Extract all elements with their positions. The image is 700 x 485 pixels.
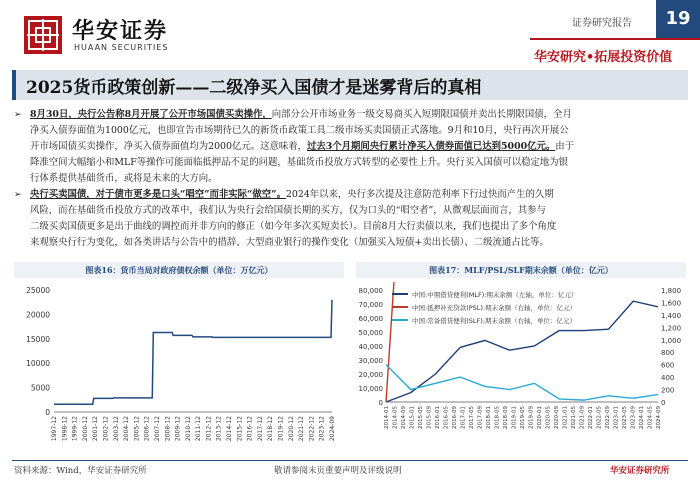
x-tick-label: 2018-05 (494, 406, 501, 429)
disclaimer-note: 敬请参阅末页重要声明及评级说明 (274, 466, 402, 476)
x-tick-label: 2019-09 (528, 406, 535, 429)
x-tick-label: 1997-12 (51, 416, 58, 442)
x-tick-label: 2011-12 (195, 416, 203, 442)
report-type-label: 证券研究报告 (572, 18, 632, 29)
figure-17-title: 图表17：MLF/PSL/SLF期末余额（单位：亿元） (356, 262, 686, 278)
x-tick-label: 2014-05 (392, 406, 399, 429)
x-tick-label: 2017-01 (460, 406, 467, 429)
x-tick-label: 2023-01 (613, 406, 620, 429)
paragraph-2 (30, 187, 692, 251)
x-tick-label: 2015-01 (409, 406, 416, 429)
x-tick-label: 2016-12 (246, 416, 254, 442)
series-line-2 (386, 282, 658, 402)
x-tick-label: 2003-12 (112, 416, 120, 442)
x-tick-label: 2020-09 (554, 406, 560, 429)
x-tick-label: 2021-01 (562, 406, 569, 429)
paragraph-2-line2: 风险，而在基础货币投放方式的改革中，我们认为央行会给国债长期的买方，仅为口头的“唱空者”，从微观层面而言，其参与 (30, 205, 546, 216)
x-tick-label: 2000-12 (81, 416, 89, 442)
paragraph-1-line3: 开市场国债买卖操作，净买入债券面值均为2000亿元。这意味着， (30, 141, 307, 152)
page-number: 19 (656, 0, 700, 38)
x-tick-label: 2016-01 (435, 406, 441, 429)
x-tick-label: 2017-05 (469, 406, 475, 429)
x-tick-label: 2018-12 (267, 416, 275, 442)
x-tick-label: 2002-12 (102, 416, 110, 442)
x-tick-label: 2008-12 (164, 416, 172, 442)
paragraph-1-line1: 向部分公开市场业务一级交易商买入短期限国债并卖出长期限国债，全月 (271, 109, 572, 120)
figure-16-title: 图表16：货币当局对政府债权余额（单位：万亿元） (14, 262, 344, 278)
x-tick-label: 2024-01 (639, 406, 645, 429)
x-tick-label: 2012-12 (205, 416, 213, 442)
paragraph-1-lead: 8月30日，央行公告称8月开展了公开市场国债买卖操作， (30, 109, 272, 120)
figure-17-chart (352, 282, 692, 454)
x-tick-label: 2020-05 (545, 406, 552, 429)
x-tick-label: 2018-01 (486, 406, 492, 429)
logo-english-name: HUAAN SECURITIES (74, 43, 169, 52)
x-tick-label: 2014-01 (384, 406, 390, 429)
left-y-tick-label: 30,000 (358, 357, 383, 365)
left-y-tick-label: 0 (378, 399, 383, 407)
paragraph-2-lead: 央行买卖国债，对于债市更多是口头“唱空”而非实际“做空”。 (30, 189, 286, 200)
left-y-tick-label: 20,000 (358, 371, 383, 379)
legend-label-3: 中国:常备借贷便利(SLF):期末余额（右轴，单位：亿元） (412, 317, 576, 325)
header-divider (530, 38, 700, 40)
y-tick-label: 0 (45, 408, 50, 417)
huaan-logo-icon (24, 16, 62, 54)
y-tick-label: 25000 (26, 286, 50, 295)
paragraph-1-emphasis: 过去3个月期间央行累计净买入债券面值已达到5000亿元。 (307, 141, 556, 152)
paragraph-1 (30, 107, 692, 187)
x-tick-label: 2016-05 (443, 406, 450, 429)
paragraph-1-line5: 行体系提供基础货币，或将是未来的大方向。 (30, 173, 218, 184)
legend-label-1: 中国:中期借贷便利(MLF):期末余额（左轴，单位：亿元） (412, 291, 578, 299)
right-y-tick-label: 1,400 (661, 311, 682, 320)
x-tick-label: 2022-12 (308, 416, 316, 442)
x-tick-label: 2014-09 (401, 406, 407, 429)
x-tick-label: 2004-12 (123, 416, 131, 442)
left-y-tick-label: 80,000 (358, 287, 383, 295)
x-tick-label: 2014-12 (226, 416, 234, 442)
right-y-tick-label: 1,000 (661, 336, 682, 345)
y-tick-label: 10000 (26, 359, 50, 369)
x-tick-label: 2015-09 (426, 406, 433, 429)
x-tick-label: 2015-12 (236, 416, 244, 442)
header-slogan: 华安研究•拓展投资价值 (534, 50, 673, 65)
paragraph-2-line4: 来观察央行行为变化，如各类讲话与公告中的措辞、大型商业银行的操作变化（加强买入短债+卖出长债）、二级流通占比等。 (30, 237, 549, 248)
x-tick-label: 2017-12 (256, 416, 264, 442)
right-y-tick-label: 1,600 (661, 299, 682, 308)
paragraph-2-line3: 二级买卖国债更多是出于曲线的调控而并非方向的修正（如今年多次买短卖长）。目前8月大行卖债以来，我们也提出了多个角度 (30, 221, 557, 232)
series-line-3 (386, 365, 658, 400)
y-tick-label: 20000 (26, 310, 50, 320)
left-y-tick-label: 60,000 (358, 315, 383, 323)
x-tick-label: 2022-05 (596, 406, 603, 429)
source-note: 资料来源：Wind，华安证券研究所 (14, 466, 147, 476)
section-title: 2025货币政策创新——二级净买入国债才是迷雾背后的真相 (26, 78, 482, 98)
bullet-arrow-icon: ➢ (14, 110, 22, 120)
x-tick-label: 1999-12 (71, 416, 79, 442)
paragraph-1-line4: 降准空间大幅缩小和MLF等操作可能面临抵押品不足的问题，基础货币投放方式转型的必要性上升。央行买入国债可以稳定地为银 (30, 157, 568, 168)
section-title-bar (12, 70, 688, 100)
left-y-tick-label: 50,000 (358, 329, 383, 337)
x-tick-label: 2019-12 (277, 416, 285, 442)
x-tick-label: 2023-05 (622, 406, 628, 429)
x-tick-label: 2006-12 (143, 416, 151, 442)
x-tick-label: 2018-09 (503, 406, 509, 429)
x-tick-label: 2024-09 (329, 416, 336, 442)
x-tick-label: 2009-12 (174, 416, 182, 442)
x-tick-label: 2022-09 (605, 406, 611, 429)
y-tick-label: 5000 (30, 383, 50, 393)
right-y-tick-label: 200 (661, 386, 675, 395)
y-tick-label: 15000 (26, 334, 50, 344)
right-y-tick-label: 0 (661, 399, 666, 407)
x-tick-label: 2020-01 (537, 406, 543, 429)
x-tick-label: 2015-05 (418, 406, 424, 429)
x-tick-label: 2024-05 (647, 406, 654, 429)
left-y-tick-label: 40,000 (358, 343, 383, 351)
x-tick-label: 2020-12 (287, 416, 295, 442)
paragraph-1-line3-end: 由于 (555, 141, 575, 152)
right-y-tick-label: 1,800 (661, 287, 682, 295)
paragraph-1-line2: 净买入债券面值为1000亿元，也即宣告市场期待已久的新货币政策工具二级市场买卖国债正式落地。9月和10月，央行再次开展公 (30, 125, 569, 136)
x-tick-label: 2017-09 (477, 406, 484, 429)
x-tick-label: 2023-12 (318, 416, 326, 442)
right-y-tick-label: 400 (661, 374, 675, 383)
x-tick-label: 2010-12 (184, 416, 192, 442)
legend-label-2: 中国:抵押补充贷款(PSL):期末余额（右轴，单位：亿元） (412, 304, 577, 312)
x-tick-label: 2007-12 (153, 416, 161, 442)
series-line (54, 300, 332, 404)
x-tick-label: 1998-12 (61, 416, 69, 442)
right-y-tick-label: 800 (661, 349, 675, 358)
figure-16-chart (14, 282, 344, 454)
x-tick-label: 2005-12 (133, 416, 141, 442)
x-tick-label: 2016-09 (452, 406, 458, 429)
x-tick-label: 2019-01 (511, 406, 518, 429)
right-y-tick-label: 600 (661, 361, 675, 370)
x-tick-label: 2019-05 (520, 406, 526, 429)
footer-brand: 华安证券研究所 (610, 466, 670, 476)
paragraph-2-line1: 2024年以来，央行多次提及注意防范利率下行过快而产生的久期 (285, 189, 554, 200)
left-y-tick-label: 70,000 (358, 301, 383, 309)
x-tick-label: 2024-09 (656, 406, 662, 429)
right-y-tick-label: 1,200 (661, 324, 682, 333)
footer-divider (12, 460, 688, 461)
x-tick-label: 2001-12 (92, 416, 100, 442)
x-tick-label: 2022-01 (588, 406, 594, 429)
x-tick-label: 2021-09 (579, 406, 586, 429)
x-tick-label: 2021-12 (298, 416, 306, 442)
bullet-arrow-icon: ➢ (14, 190, 22, 200)
logo-chinese-name: 华安证券 (72, 18, 169, 44)
left-y-tick-label: 10,000 (358, 385, 383, 393)
x-tick-label: 2013-12 (215, 416, 223, 442)
x-tick-label: 2021-05 (571, 406, 577, 429)
x-tick-label: 2023-09 (630, 406, 637, 429)
page-header (0, 0, 700, 65)
